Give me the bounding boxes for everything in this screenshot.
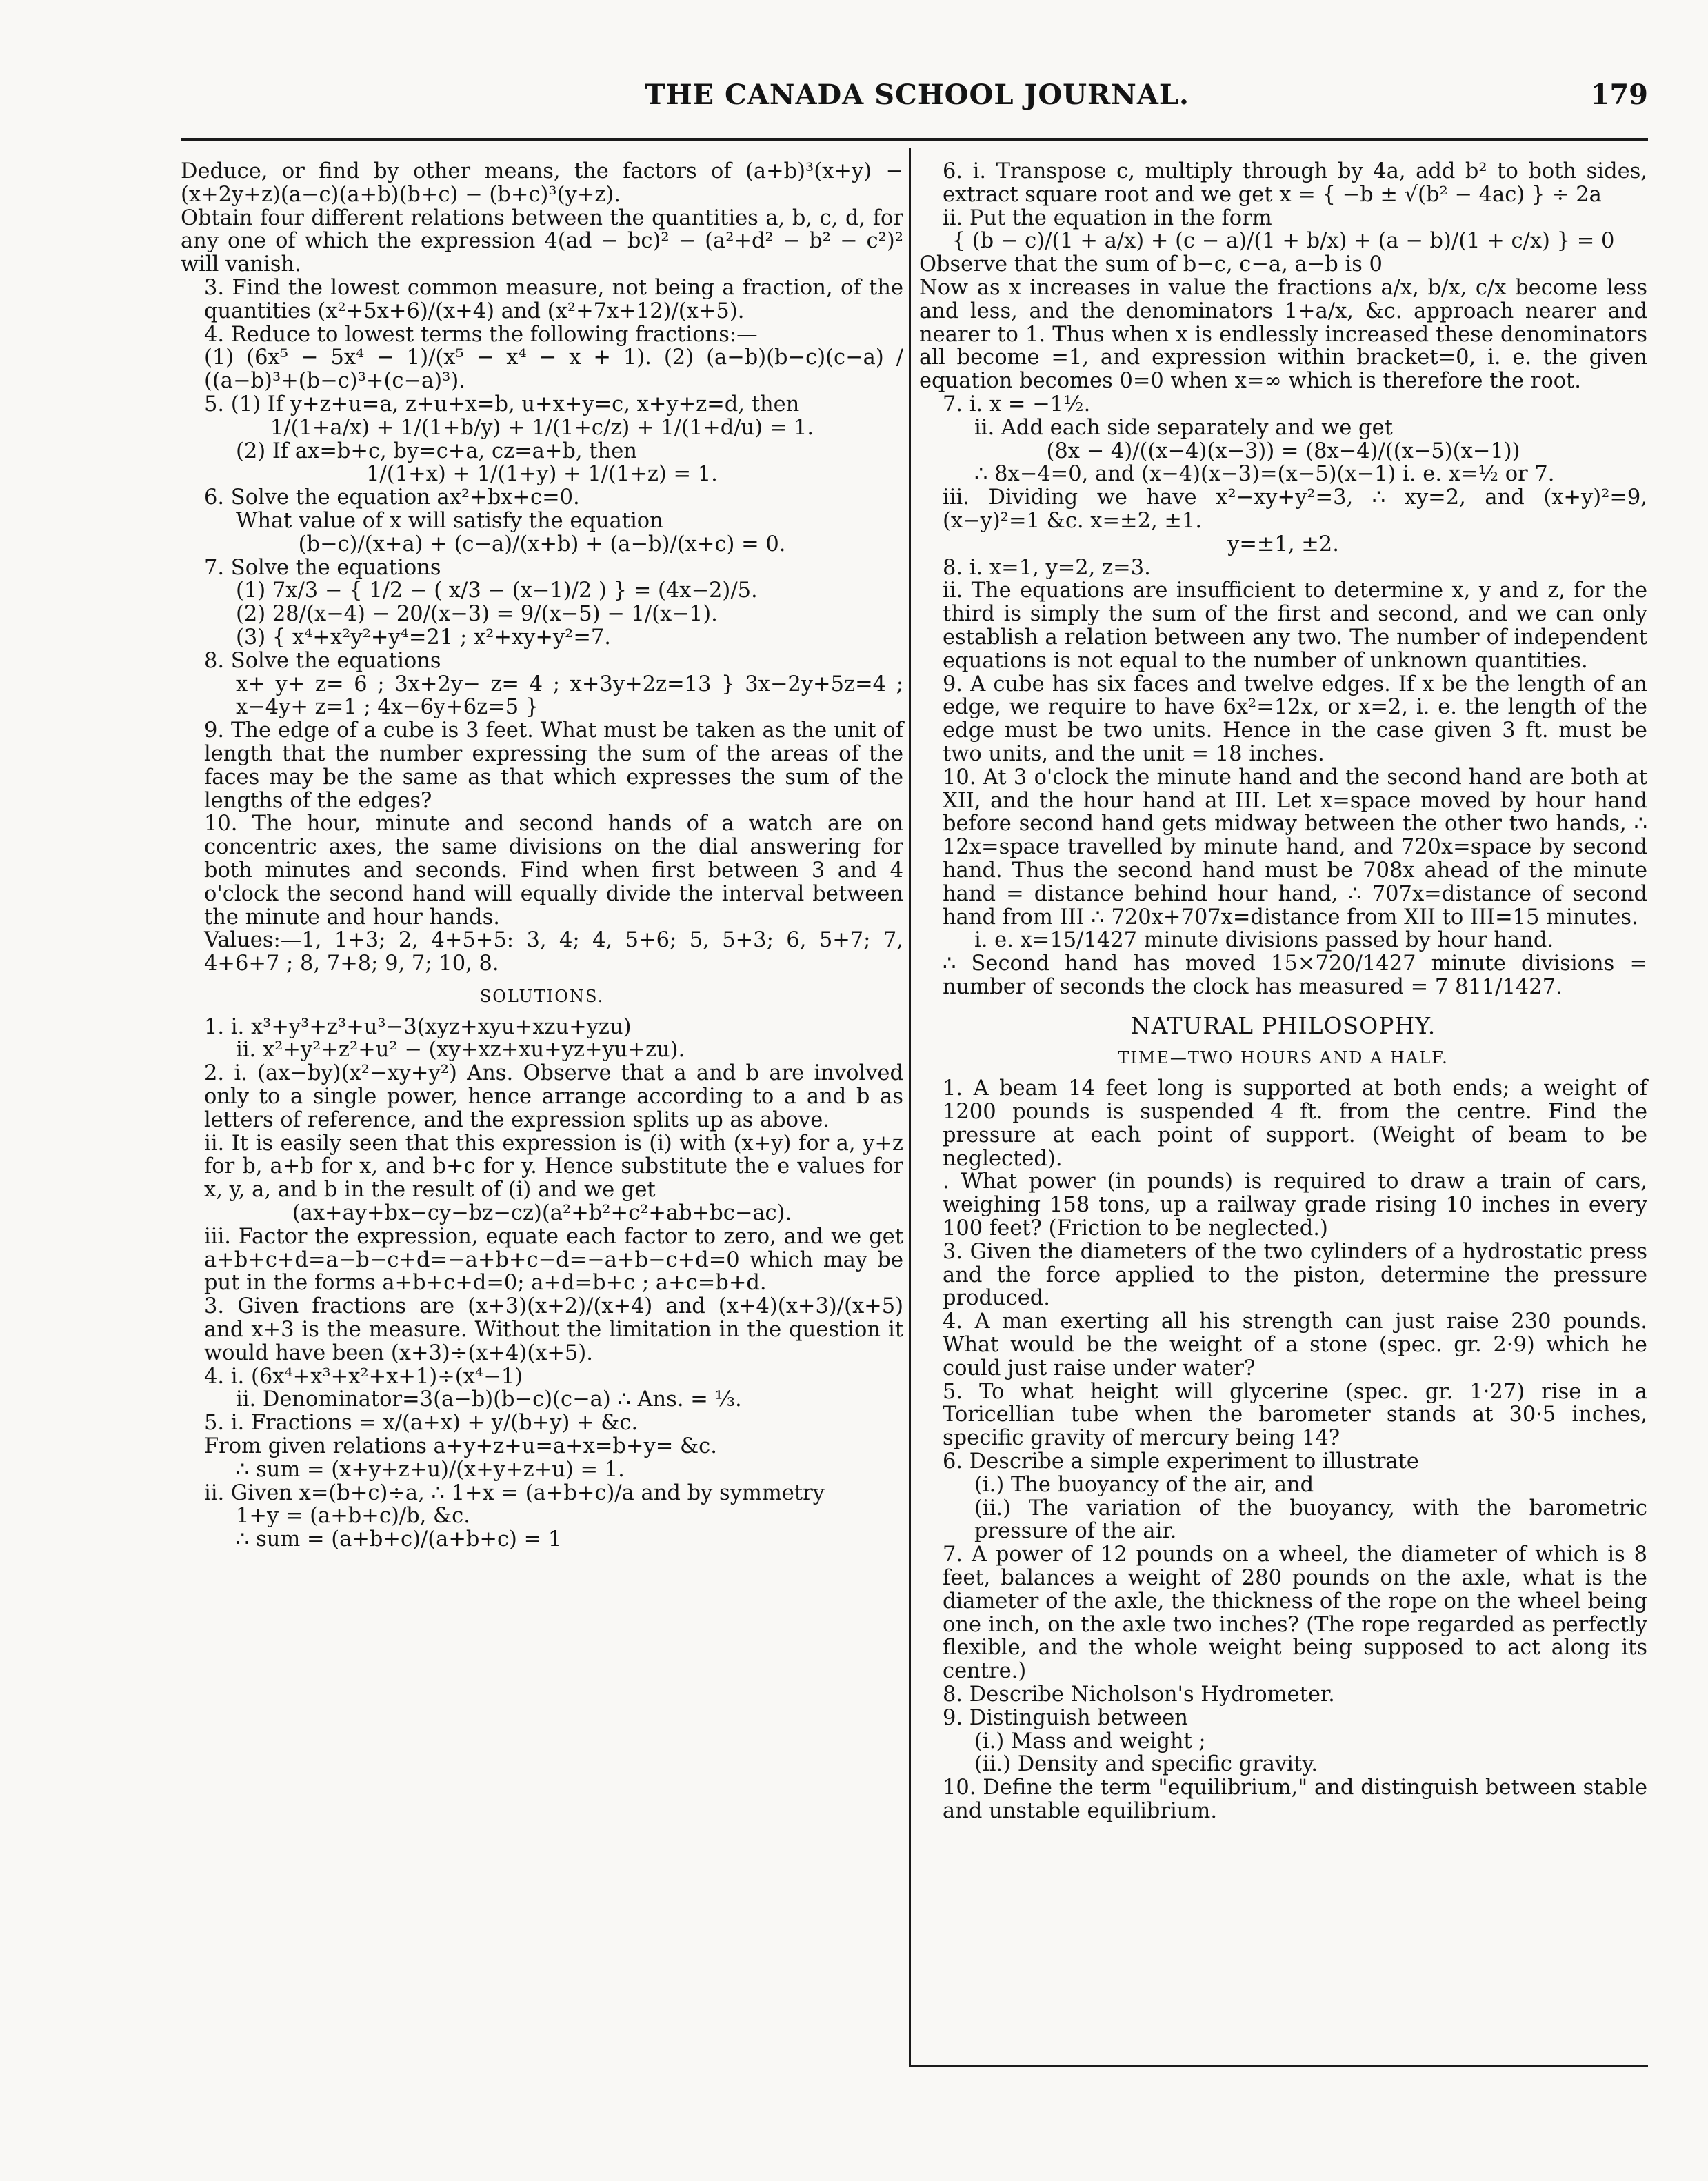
solution-formula: { (b − c)/(1 + a/x) + (c − a)/(1 + b/x) + (a − b)/(1 + c/x) } = 0 bbox=[952, 229, 1615, 254]
question-text: 7. A power of 12 pounds on a wheel, the diameter of which is 8 feet, balances a weight of 280 pounds on the axle, what is the diameter of the axle, the thickness of the rope on the wheel being one inch, on the axle two inches? (The rope regarded as perfectly flexible, and the whole weight being supposed to act along its centre.) bbox=[943, 1542, 1647, 1684]
problem-formula: (1) (6x⁵ − 5x⁴ − 1)/(x⁵ − x⁴ − x + 1). (2) (a−b)(b−c)(c−a) / ((a−b)³+(b−c)³+(c−a)³). bbox=[204, 345, 903, 394]
solution-text: ii. It is easily seen that this expression is (i) with (x+y) for a, y+z for b, a+b for x, and b+c for y. Hence substitute the e values for x, y, a, and b in the result of (i) and we get bbox=[204, 1131, 903, 1203]
solution-text: Observe that the sum of b−c, c−a, a−b is 0 bbox=[919, 252, 1383, 277]
question-text: (i.) Mass and weight ; bbox=[974, 1729, 1206, 1753]
left-column bbox=[181, 160, 903, 1551]
problem-text: 6. Solve the equation ax²+bx+c=0. bbox=[204, 485, 580, 510]
page-number: 179 bbox=[1590, 79, 1648, 111]
problem-formula: 1/(1+x) + 1/(1+y) + 1/(1+z) = 1. bbox=[366, 462, 718, 487]
solution-text: ∴ Second hand has moved 15×720/1427 minute divisions = number of seconds the clock has measured = 7 811/1427. bbox=[943, 952, 1647, 999]
question-text: 8. Describe Nicholson's Hydrometer. bbox=[943, 1682, 1335, 1707]
question-text: 4. A man exerting all his strength can just raise 230 pounds. What would be the weight of a stone (spec. gr. 2·9) which he could just raise under water? bbox=[943, 1309, 1647, 1380]
section-heading: NATURAL PHILOSOPHY. bbox=[1130, 1012, 1436, 1039]
problem-formula: (b−c)/(x+a) + (c−a)/(x+b) + (a−b)/(x+c) = 0. bbox=[298, 532, 786, 556]
question-text: . What power (in pounds) is required to draw a train of cars, weighing 158 tons, up a railway grade rising 10 inches in every 100 feet? (Friction to be neglected.) bbox=[943, 1169, 1647, 1241]
question-text: 5. To what height will glycerine (spec. gr. 1·27) rise in a Toricellian tube when the barometer stands at 30·5 inches, specific gravity of mercury being 14? bbox=[943, 1379, 1647, 1451]
solution-text: ii. x²+y²+z²+u² − (xy+xz+xu+yz+yu+zu). bbox=[236, 1038, 685, 1063]
problem-text: What value of x will satisfy the equation bbox=[236, 508, 663, 533]
problem-text: 9. The edge of a cube is 3 feet. What must be taken as the unit of length that the number expressing the sum of the areas of the faces may be the same as that which expresses the sum of the lengths of the edges? bbox=[204, 718, 903, 813]
problem-text: 4. Reduce to lowest terms the following fractions:— bbox=[204, 322, 758, 347]
question-text: (ii.) Density and specific gravity. bbox=[974, 1752, 1318, 1777]
solution-text: 3. Given fractions are (x+3)(x+2)/(x+4) and (x+4)(x+3)/(x+5) and x+3 is the measure. Without the limitation in the question it would have been (x+3)÷(x+4)(x+5). bbox=[204, 1294, 903, 1365]
problem-text: Deduce, or find by other means, the factors of (a+b)³(x+y) − (x+2y+z)(a−c)(a+b)(b+c) − (b+c)³(y+z). bbox=[181, 159, 903, 207]
problem-formula: 1/(1+a/x) + 1/(1+b/y) + 1/(1+c/z) + 1/(1+d/u) = 1. bbox=[270, 415, 814, 440]
problem-text: 3. Find the lowest common measure, not being a fraction, of the quantities (x²+5x+6)/(x+4) and (x²+7x+12)/(x+5). bbox=[204, 275, 903, 323]
solution-text: Now as x increases in value the fractions a/x, b/x, c/x become less and less, and the denominators 1+a/x, &c. approach nearer and nearer to 1. Thus when x is endlessly increased these denominators all become =1, and expression within bracket=0, i. e. the given equation becomes 0=0 when x=∞ which is therefore the root. bbox=[919, 275, 1647, 394]
solution-text: ii. Denominator=3(a−b)(b−c)(c−a) ∴ Ans. = ⅓. bbox=[236, 1387, 742, 1412]
solutions-heading: SOLUTIONS. bbox=[479, 986, 605, 1006]
question-text: 3. Given the diameters of the two cylinders of a hydrostatic press and the force applied to the piston, determine the pressure produced. bbox=[943, 1239, 1647, 1311]
solution-formula: (8x − 4)/((x−4)(x−3)) = (8x−4)/((x−5)(x−1)) bbox=[1046, 439, 1520, 463]
bottom-rule bbox=[909, 2065, 1648, 2067]
solution-text: 4. i. (6x⁴+x³+x²+x+1)÷(x⁴−1) bbox=[204, 1364, 523, 1389]
solution-text: 10. At 3 o'clock the minute hand and the second hand are both at XII, and the hour hand at III. Let x=space moved by hour hand before second hand gets midway between the other two hands, ∴ 12x=space travelled by minute hand, and 720x=space by second hand. Thus the second hand must be 708x ahead of the minute hand = distance behind hour hand, ∴ 707x=distance of second hand from III ∴ 720x+707x=distance from XII to III=15 minutes. bbox=[943, 765, 1647, 929]
journal-title: THE CANADA SCHOOL JOURNAL. bbox=[645, 79, 1189, 111]
solution-text: ii. Put the equation in the form bbox=[943, 205, 1272, 230]
page-header bbox=[186, 66, 1648, 121]
solution-text: ii. Given x=(b+c)÷a, ∴ 1+x = (a+b+c)/a and by symmetry bbox=[204, 1480, 825, 1505]
solution-formula: 1+y = (a+b+c)/b, &c. bbox=[236, 1504, 470, 1529]
solution-text: i. e. x=15/1427 minute divisions passed by hour hand. bbox=[974, 928, 1554, 953]
problem-text: 7. Solve the equations bbox=[204, 555, 441, 580]
solution-formula: y=±1, ±2. bbox=[1227, 532, 1339, 556]
values-line: Values:—1, 1+3; 2, 4+5+5: 3, 4; 4, 5+6; 5, 5+3; 6, 5+7; 7, 4+6+7 ; 8, 7+8; 9, 7; 10, 8. bbox=[204, 928, 903, 976]
solution-text: ∴ 8x−4=0, and (x−4)(x−3)=(x−5)(x−1) i. e. x=½ or 7. bbox=[974, 462, 1555, 487]
solution-text: 5. i. Fractions = x/(a+x) + y/(b+y) + &c. bbox=[204, 1411, 639, 1436]
question-text: (i.) The buoyancy of the air, and bbox=[974, 1472, 1314, 1497]
problem-text: (2) If ax=b+c, by=c+a, cz=a+b, then bbox=[236, 439, 637, 463]
solution-formula: ∴ sum = (x+y+z+u)/(x+y+z+u) = 1. bbox=[236, 1457, 625, 1482]
solution-text: 8. i. x=1, y=2, z=3. bbox=[943, 555, 1151, 580]
problem-formula: (3) { x⁴+x²y²+y⁴=21 ; x²+xy+y²=7. bbox=[236, 625, 611, 650]
right-column bbox=[919, 160, 1647, 1823]
problem-text: 10. The hour, minute and second hands of a watch are on concentric axes, the same divisions on the dial answering for both minutes and seconds. Find when first between 3 and 4 o'clock the second hand will equally divide the interval between the minute and hour hands. bbox=[204, 812, 903, 929]
problem-formula: x+ y+ z= 6 ; 3x+2y− z= 4 ; x+3y+2z=13 } 3x−2y+5z=4 ; x−4y+ z=1 ; 4x−6y+6z=5 } bbox=[236, 672, 903, 720]
solution-text: 6. i. Transpose c, multiply through by 4a, add b² to both sides, extract square root and we get x = { −b ± √(b² − 4ac) } ÷ 2a bbox=[943, 159, 1647, 207]
problem-text: Obtain four different relations between the quantities a, b, c, d, for any one of which the expression 4(ad − bc)² − (a²+d² − b² − c²)² will vanish. bbox=[181, 205, 903, 277]
question-text: (ii.) The variation of the buoyancy, with the barometric pressure of the air. bbox=[974, 1496, 1647, 1544]
problem-text: 8. Solve the equations bbox=[204, 648, 441, 673]
question-text: 9. Distinguish between bbox=[943, 1705, 1188, 1730]
column-divider bbox=[909, 148, 911, 2065]
problem-formula: (2) 28/(x−4) − 20/(x−3) = 9/(x−5) − 1/(x−1). bbox=[236, 602, 718, 627]
section-subheading: TIME—TWO HOURS AND A HALF. bbox=[1118, 1048, 1449, 1068]
solution-formula: (ax+ay+bx−cy−bz−cz)(a²+b²+c²+ab+bc−ac). bbox=[292, 1201, 792, 1226]
question-text: 10. Define the term "equilibrium," and distinguish between stable and unstable equilibrium. bbox=[943, 1776, 1647, 1823]
solution-text: iii. Dividing we have x²−xy+y²=3, ∴ xy=2, and (x+y)²=9, (x−y)²=1 &c. x=±2, ±1. bbox=[943, 485, 1647, 533]
solution-text: 7. i. x = −1½. bbox=[943, 392, 1091, 416]
solution-text: ii. Add each side separately and we get bbox=[974, 415, 1393, 440]
problem-formula: (1) 7x/3 − { 1/2 − ( x/3 − (x−1)/2 ) } = (4x−2)/5. bbox=[236, 579, 758, 603]
question-text: 1. A beam 14 feet long is supported at both ends; a weight of 1200 pounds is suspended 4 ft. from the centre. Find the pressure at each point of support. (Weight of beam to be neglected). bbox=[943, 1076, 1647, 1171]
header-rule bbox=[181, 138, 1648, 141]
solution-text: 9. A cube has six faces and twelve edges. If x be the length of an edge, we require to have 6x²=12x, or x=2, i. e. the length of the edge must be two units. Hence in the case given 3 ft. must be two units, and the unit = 18 inches. bbox=[943, 672, 1647, 766]
solution-text: 1. i. x³+y³+z³+u³−3(xyz+xyu+xzu+yzu) bbox=[204, 1014, 632, 1039]
solution-text: 2. i. (ax−by)(x²−xy+y²) Ans. Observe that a and b are involved only to a single power, hence arrange according to a and b as letters of reference, and the expression splits up as above. bbox=[204, 1061, 903, 1132]
solution-text: iii. Factor the expression, equate each factor to zero, and we get a+b+c+d=a−b−c+d=−a+b+c−d=−a+b−c+d=0 which may be put in the forms a+b+c+d=0; a+d=b+c ; a+c=b+d. bbox=[204, 1224, 903, 1296]
problem-text: 5. (1) If y+z+u=a, z+u+x=b, u+x+y=c, x+y+z=d, then bbox=[204, 392, 800, 416]
solution-text: ii. The equations are insufficient to determine x, y and z, for the third is simply the sum of the first and second, and we can only establish a relation between any two. The number of independent equations is not equal to the number of unknown quantities. bbox=[943, 579, 1647, 673]
question-text: 6. Describe a simple experiment to illustrate bbox=[943, 1449, 1419, 1474]
solution-formula: ∴ sum = (a+b+c)/(a+b+c) = 1 bbox=[236, 1527, 562, 1552]
solution-text: From given relations a+y+z+u=a+x=b+y= &c. bbox=[204, 1434, 717, 1459]
